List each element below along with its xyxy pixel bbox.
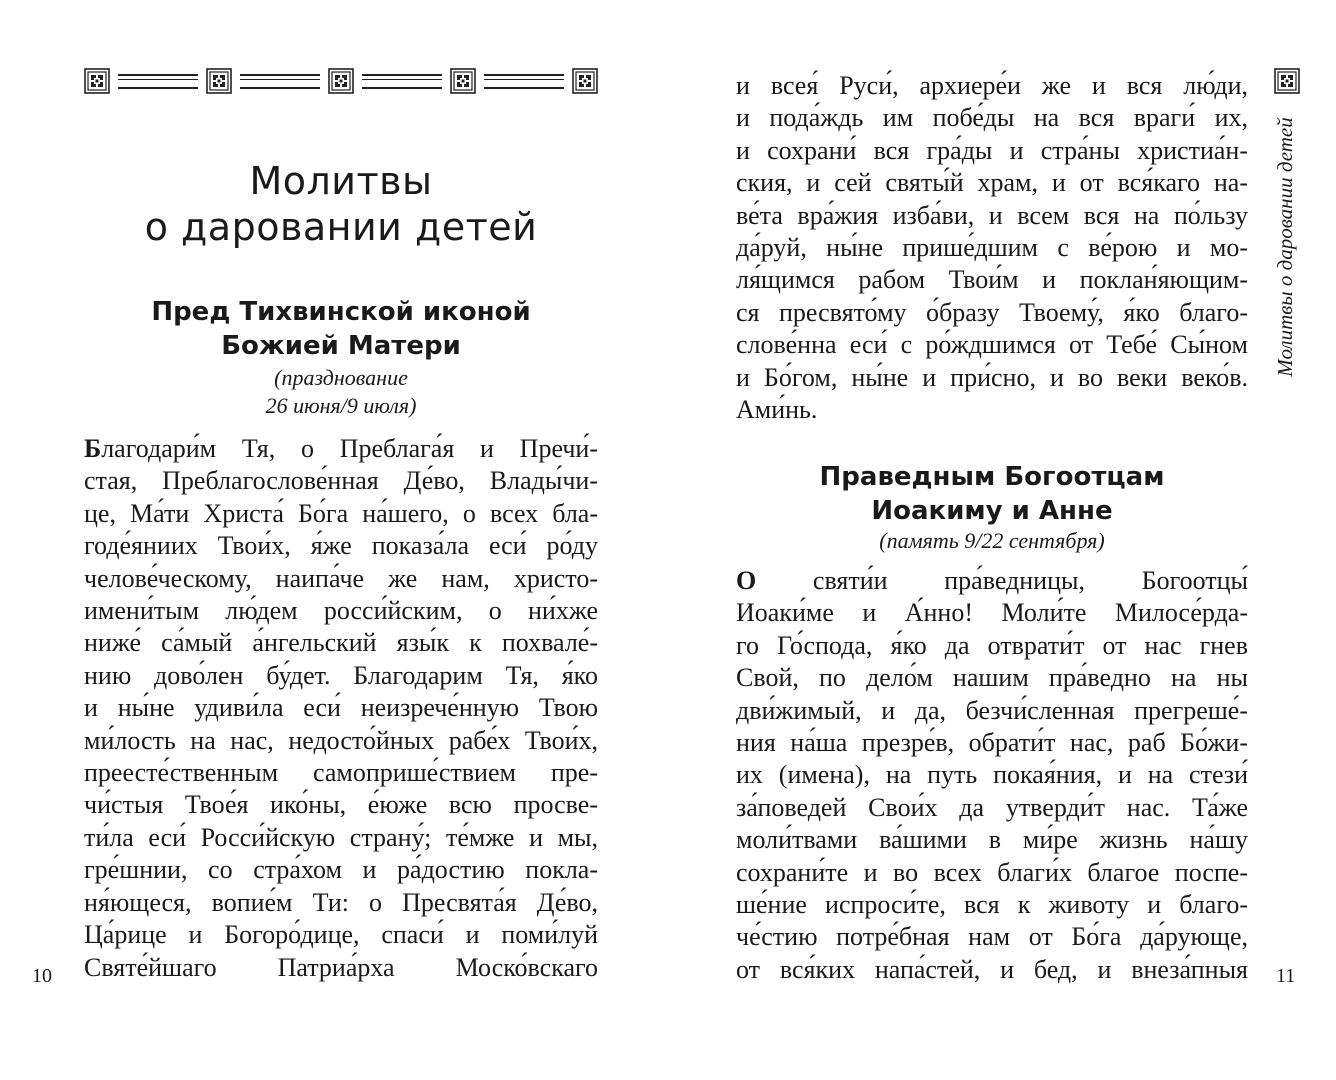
prayer-heading-line: Пред Тихвинской иконой [151,297,531,327]
text-line: слове́нна еси́ с ро́ждшимся от Тебе́ Сы́ном [736,330,1248,360]
right-page [668,0,1336,1080]
text-line: имени́тым лю́дем росси́йским, о ни́хже [84,596,598,626]
drop-cap: О [736,566,757,595]
text-line [84,433,598,465]
text-line: и пода́ждь им побе́ды на вся враги́ их, [736,103,1248,133]
section-title [84,158,598,250]
text-line: и сохрани́ вся гра́ды и стра́ны христиа́н- [736,135,1248,165]
ornament-band [84,66,598,96]
text-line: Свой, по дело́м нашим пра́ведно на ны [736,663,1248,693]
ornament-square-icon [328,68,354,94]
text-line: ниже́ са́мый а́нгельский язы́к к похвале́- [84,628,598,658]
text-line: ше́ние испроси́те, вся к животу и благо- [736,890,1248,920]
text-line: ския, и сей святы́й храм, и от вся́каго на- [736,168,1248,198]
text-line: преесте́ственным самоприше́ствием пре- [84,758,598,788]
ornament-rule [484,74,564,89]
section-title-line: Молитвы [249,159,433,203]
ornament-rule [118,74,198,89]
text-line: стая, Преблагослове́нная Де́во, Влады́чи- [84,466,598,496]
text-line: Святе́йшаго Патриа́рха Моско́вскаго [84,952,598,982]
ornament-rule [362,74,442,89]
running-header [1262,112,1308,382]
prayer-heading [736,460,1248,528]
note-line: (празднование [274,365,408,390]
text-line: сохрани́те и во всех благи́х благое поспе- [736,857,1248,887]
prayer-heading-line: Праведным Богоотцам [819,462,1165,492]
text-line: челове́ческому, наипа́че же нам, христо- [84,563,598,593]
text-line: го Го́спода, я́ко да отврати́т от нас гнев [736,630,1248,660]
text-line: че́стию потре́бная нам от Бо́га да́рующе, [736,922,1248,952]
prayer-text [736,565,1248,986]
prayer-text-continued [736,70,1248,426]
text-line: и ны́не удиви́ла еси́ неизрече́нную Твою [84,693,598,723]
text-line: Иоаки́ме и А́нно! Моли́те Милосе́рда- [736,598,1248,628]
prayer-heading-line: Божией Матери [221,331,461,361]
text-line: и Бо́гом, ны́не и при́сно, и во веки веко́в. [736,362,1248,392]
text-line: гре́шнии, со стра́хом и ра́достию покла- [84,855,598,885]
text-line: дви́жимый, и да, безчи́сленная прегреше́- [736,695,1248,725]
text-line: и всея́ Руси́, архиере́и же и вся лю́ди, [736,71,1248,100]
ornament-square-icon [450,68,476,94]
text-line: от вся́ких напа́стей, и бед, и внеза́пныя [736,954,1248,984]
text-line: их (имена), на путь покая́ния, и на стези́ [736,760,1248,790]
text-line [736,565,1248,597]
text-line: це, Ма́ти Христа́ Бо́га на́шего, о всех бла- [84,498,598,528]
ornament-rule [240,74,320,89]
text-line: ми́лость на нас, недосто́йных рабе́х Твои́х, [84,725,598,755]
text-line: ся пресвято́му о́бразу Твоему́, я́ко благо- [736,297,1248,327]
text-line: Ами́нь. [736,395,818,425]
text-line: за́поведей Свои́х да утверди́т нас. Та́же [736,792,1248,822]
section-title-line: о даровании детей [144,205,538,249]
text-line: да́руй, ны́не прише́дшим с ве́рою и мо- [736,233,1248,263]
text-line: ве́та вра́жия изба́ви, и всем вся на по́льзу [736,200,1248,230]
text-line: ня́ющеся, вопие́м Ти: о Пресвята́я Де́во, [84,887,598,917]
text-line: ти́ла еси́ Росси́йскую страну́; те́мже и мы, [84,822,598,852]
note-line: 26 июня/9 июля) [265,393,417,418]
text-line: чи́стыя Твое́я ико́ны, е́юже всю просве- [84,790,598,820]
prayer-heading-line: Иоакиму и Анне [871,496,1113,526]
text-line: нию дово́лен бу́дет. Благодарим Тя, я́ко [84,660,598,690]
running-header-text: Молитвы о даровании детей [1273,117,1298,377]
text-line: ния на́ша презре́в, обрати́т нас, раб Бо́жи- [736,728,1248,758]
ornament-square-icon [1274,68,1300,94]
text-line: Ца́рице и Богоро́дице, спаси́ и поми́луй [84,920,598,950]
text-line: ля́щимся рабом Твои́м и поклан́яющим- [736,265,1248,295]
feast-date-note [84,364,598,420]
text-fragment: святи́и пра́ведницы, Богоотцы́ [756,566,1248,595]
ornament-square-icon [572,68,598,94]
ornament-square-icon [206,68,232,94]
text-fragment: лагодари́м Тя, о Преблага́я и Пречи́- [101,434,598,463]
drop-cap: Б [84,434,102,463]
prayer-text [84,433,598,984]
page-number: 11 [1276,965,1296,987]
page-number: 10 [32,965,52,987]
feast-date-note: (память 9/22 сентября) [879,528,1105,553]
text-line: годе́яниих Твои́х, я́же показа́ла еси́ ро́ду [84,531,598,561]
prayer-heading [84,295,598,363]
text-line: моли́твами ва́шими в ми́ре жизнь на́шу [736,825,1248,855]
ornament-square-icon [84,68,110,94]
